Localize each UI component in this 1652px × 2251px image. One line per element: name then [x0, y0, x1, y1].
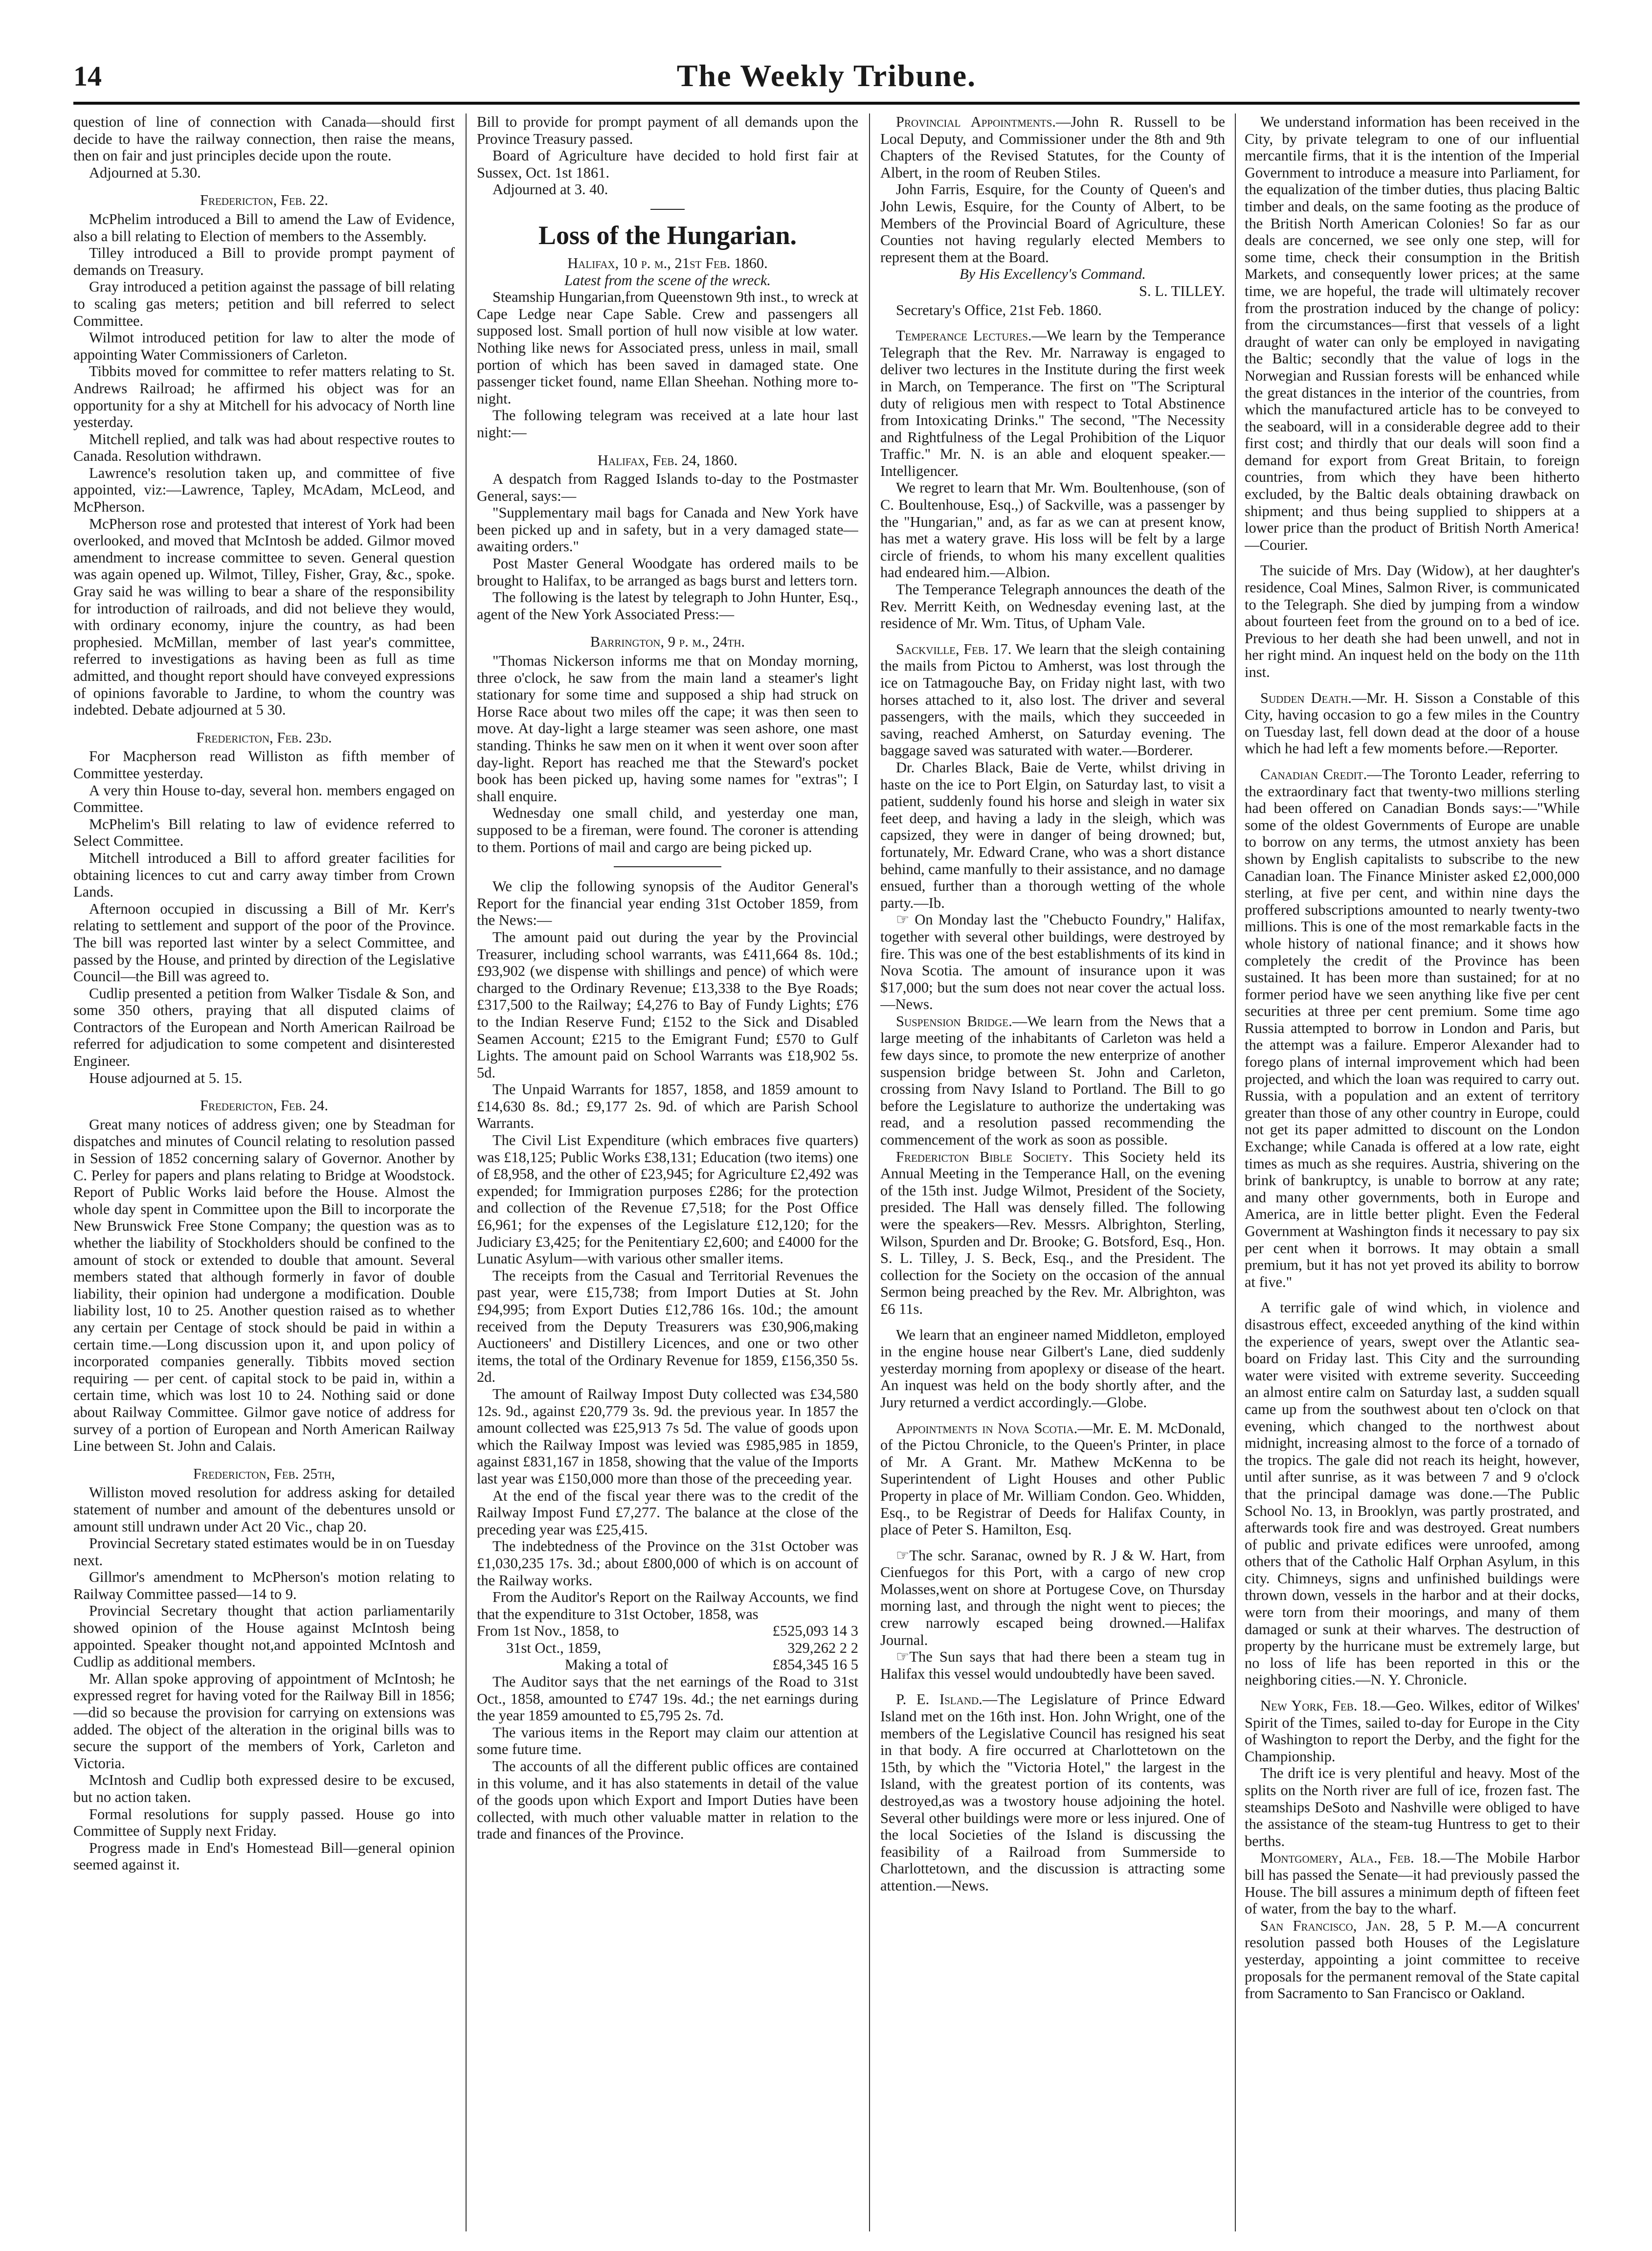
paragraph: "Thomas Nickerson informs me that on Monday morning, three o'clock, he saw from the main land a steamer's light stationary for some time and supposed a ship had struck on Horse Race about two miles off the cape; it was then seen to move. At day-light a large steamer was seen ashore, one mast standing. Thinks he saw men on it when it went over soon after day-light. Report has reached me that the Steward's pocket book has been picked up, having some names for "extras"; I shall enquire. [477, 653, 858, 805]
paragraph: Wednesday one small child, and yesterday one man, supposed to be a fireman, were found. The coroner is attending to them. Portions of mail and cargo are being picked up. [477, 805, 858, 855]
paragraph: McPhelim introduced a Bill to amend the Law of Evidence, also a bill relating to Election of members to the Assembly. [73, 210, 455, 245]
column-3 [880, 113, 1225, 2217]
item-heading: New York, Feb. 18. [1260, 1697, 1381, 1714]
item-heading: Fredericton Bible Society. [896, 1148, 1072, 1165]
paragraph [1245, 1697, 1580, 1765]
item-text: —The Toronto Leader, referring to the extraordinary fact that twenty-two millions sterling had been offered on Canadian Bonds says:—"While some of the oldest Governments of Europe are unable to borrow on any terms, the utmost anxiety has been shown by English capitalists to subscribe to the new Canadian loan. The Finance Minister asked £2,000,000 sterling, at five per cent, and within nine days the proffered subscriptions amounted to nearly twenty-two millions. This is one of the most remarkable facts in the whole history of national finance; and it shows how completely the credit of the Province has been sustained. It has been more than sustained; for at no former period have we seen anything like five per cent securities at three per cent premium. Some time ago Russia attempted to borrow in London and Paris, but the attempt was a failure. Emperor Alexander had to forego plans of internal improvement which had been projected, and which the loan was required to carry out. Russia, with a population and an extent of territory greater than those of any other country in Europe, could not get its paper admitted to discount on the London Exchange; while Canada is offered at a low rate, eight times as much as she requires. Austria, shivering on the brink of bankruptcy, is unable to borrow at any rate; and many other governments, both in Europe and America, are in little better plight. Even the Federal Government at Washington finds it necessary to pay six per cent when it borrows. It may obtain a small premium, but it has not yet proved its ability to borrow at five." [1245, 765, 1580, 1290]
item-heading: Sackville, Feb. 17. [896, 640, 1012, 657]
item-heading: Suspension Bridge. [896, 1013, 1012, 1030]
paragraph: The Auditor says that the net earnings of the Road to 31st Oct., 1858, amounted to £747 19s. 4d.; the net earnings during the year 1859 amounted to £5,795 2s. 7d. [477, 1673, 858, 1724]
paragraph: Cudlip presented a petition from Walker Tisdale & Son, and some 350 others, praying that all disputed claims of Contractors of the European and North American Railroad be referred for adjudication to some competent and disinterested Engineer. [73, 985, 455, 1070]
item-heading: Temperance Lectures. [896, 327, 1032, 344]
masthead-title: The Weekly Tribune. [676, 58, 977, 93]
paragraph: Progress made in End's Homestead Bill—general opinion seemed against it. [73, 1839, 455, 1873]
paragraph: Board of Agriculture have decided to hold first fair at Sussex, Oct. 1st 1861. [477, 147, 858, 181]
paragraph: question of line of connection with Canada—should first decide to have the railway connection, then raise the means, then on fair and just principles decide upon the route. [73, 113, 455, 164]
paragraph: A despatch from Ragged Islands to-day to the Postmaster General, says:— [477, 471, 858, 504]
item-heading: Sudden Death. [1260, 689, 1352, 706]
item-text: —We learn by the Temperance Telegraph that the Rev. Mr. Narraway is engaged to deliver two lectures in the Institute during the first week in March, on Temperance. The first on "The Scriptural duty of religious men with respect to Total Abstinence from Intoxicating Drinks." The second, "The Necessity and Rightfulness of the Legal Prohibition of the Liquor Traffic." Mr. N. is an able and eloquent speaker.—Intelligencer. [880, 327, 1225, 479]
dateline: Fredericton, Feb. 22. [200, 192, 328, 209]
subheadline: Latest from the scene of the wreck. [564, 271, 771, 289]
paragraph: Tibbits moved for committee to refer matters relating to St. Andrews Railroad; he affirmed his object was for an opportunity for a shy at Mitchell for his advocacy of North line yesterday. [73, 363, 455, 431]
dateline: Barrington, 9 p. m., 24th. [590, 633, 745, 651]
paragraph: The accounts of all the different public offices are contained in this volume, and it has also statements in detail of the value of the goods upon which Export and Import Duties have been collected, with much other valuable matter in relation to the trade and finances of the Province. [477, 1758, 858, 1843]
paragraph: For Macpherson read Williston as fifth member of Committee yesterday. [73, 748, 455, 782]
column-divider [466, 113, 467, 2231]
paragraph: McPhelim's Bill relating to law of evidence referred to Select Committee. [73, 815, 455, 850]
paragraph: The amount paid out during the year by the Provincial Treasurer, including school warrants, was £411,664 8s. 10d.; £93,902 (we dispense with shillings and pence) of which were charged to the Ordinary Revenue; £13,338 to the Bye Roads; £317,500 to the Railway; £4,276 to Bay of Fundy Lights; £76 to the Indian Reserve Fund; £152 to the Sick and Disabled Seamen Account; £215 to the Emigrant Fund; £570 to Gulf Lights. The amount paid on School Warrants was £18,902 5s. 5d. [477, 928, 858, 1081]
command-line: By His Excellency's Command. [960, 266, 1146, 283]
accounts-amount: 329,262 2 2 [787, 1639, 858, 1656]
item-text: —John R. Russell to be Local Deputy, and Commissioner under the 8th and 9th Chapters of the Revised Statutes, for the County of Albert, in the room of Reuben Stiles. [880, 113, 1225, 181]
separator [614, 866, 721, 867]
column-divider [869, 113, 870, 2231]
paragraph: House adjourned at 5. 15. [89, 1069, 243, 1086]
column-4 [1245, 113, 1580, 2217]
paragraph [880, 1013, 1225, 1148]
paragraph: A very thin House to-day, several hon. members engaged on Committee. [73, 782, 455, 816]
paragraph: John Farris, Esquire, for the County of Queen's and John Lewis, Esquire, for the County of Albert, to be Members of the Provincial Board of Agriculture, these Counties not having regularly elected Members to represent them at the Board. [880, 181, 1225, 266]
paragraph: Gillmor's amendment to McPherson's motion relating to Railway Committee passed—14 to 9. [73, 1569, 455, 1602]
dateline: Fredericton, Feb. 23d. [196, 729, 332, 746]
paragraph: Secretary's Office, 21st Feb. 1860. [896, 301, 1102, 318]
paragraph: The drift ice is very plentiful and heavy. Most of the splits on the North river are full of ice, frozen fast. The steamships DeSoto and Nashville were obliged to have the assistance of the steam-tug Huntress to get to their berths. [1245, 1765, 1580, 1849]
paragraph: A terrific gale of wind which, in violence and disastrous effect, exceeded anything of the kind within the experience of years, swept over the Atlantic sea-board on Friday last. This City and the surrounding water were visited with extreme severity. Succeeding an almost entire calm on Saturday last, a sudden squall came up from the southwest about ten o'clock on that evening, which changed to the northwest about midnight, increasing almost to the force of a tornado of the tropics. The gale did not reach its height, however, until after sunrise, as it was between 7 and 9 o'clock that the principal damage was done.—The Public School No. 13, in Brooklyn, was partly prostrated, and afterwards took fire and was destroyed. Great numbers of public and private edifices were unroofed, among others that of the Catholic Half Orphan Asylum, in this city. Chimneys, signs and unfinished buildings were thrown down, vessels in the harbor and at their docks, were torn from their moorings, and many of them damaged or sunk at their wharves. The destruction of property by the hurricane must be extremely large, but no loss of life has been reported in this or the neighboring cities.—N. Y. Chronicle. [1245, 1299, 1580, 1688]
paragraph: The indebtedness of the Province on the 31st October was £1,030,235 17s. 3d.; about £800,000 of which is on account of the Railway works. [477, 1538, 858, 1589]
paragraph: Formal resolutions for supply passed. House go into Committee of Supply next Friday. [73, 1805, 455, 1840]
paragraph [880, 641, 1225, 759]
paragraph: The following telegram was received at a late hour last night:— [477, 407, 858, 441]
paragraph [880, 1648, 1225, 1682]
paragraph: Williston moved resolution for address asking for detailed statement of number and amount of the debentures unsold or amount still undrawn under Act 20 Vic., chap 20. [73, 1484, 455, 1535]
paragraph: Great many notices of address given; one by Steadman for dispatches and minutes of Council relating to resolution passed in Session of 1852 concerning salary of Governor. Another by C. Perley for papers and plans relating to Bridge at Woodstock. Report of Public Works laid before the House. Almost the whole day spent in Committee upon the Bill to incorporate the New Brunswick Free Stone Company; the question was as to whether the liability of Stockholders should be confined to the amount of stock or extended to double that amount. Several members stated that although formerly in favor of double liability, their opinion had undergone a modification. Double liability lost, 10 to 25. Another question raised as to whether any certain per Centage of stock should be paid in within a certain time.—Long discussion upon it, and upon policy of incorporated companies generally. Tibbits moved section requiring — per cent. of capital stock to be paid in, within a certain time, which was lost 10 to 24. Nothing said or done about Railway Committee. Gilmor gave notice of address for survey of a portion of European and North American Railway Line between St. John and Calais. [73, 1116, 455, 1455]
paragraph: We regret to learn that Mr. Wm. Boultenhouse, (son of C. Boultenhouse, Esq.,) of Sackville, was a passenger by the "Hungarian," and, as far as we can at present know, has met a watery grave. His loss will be felt by a large circle of friends, to whom his many excellent qualities had endeared him.—Albion. [880, 479, 1225, 581]
item-heading: San Francisco, Jan. 28, 5 P. M. [1260, 1917, 1482, 1934]
paragraph [1245, 766, 1580, 1290]
item-text: —Geo. Wilkes, editor of Wilkes' Spirit of the Times, sailed to-day for Europe in the City of Washington to report the Derby, and the fight for the Championship. [1245, 1697, 1580, 1765]
paragraph: The Temperance Telegraph announces the death of the Rev. Merritt Keith, on Wednesday evening last, at the residence of Mr. Wm. Titus, of Upham Vale. [880, 581, 1225, 632]
paragraph: Provincial Secretary thought that action parliamentarily showed opinion of the House against McIntosh being appointed. Speaker thought not,and appointed McIntosh and Cudlip as additional members. [73, 1602, 455, 1670]
column-2 [477, 113, 858, 2217]
paragraph: Mr. Allan spoke approving of appointment of McIntosh; he expressed regret for having voted for the Railway Bill in 1856;—did so because the provision for carrying on extensions was added. The object of the alteration in the original bills was to secure the support of the members of York, Carleton and Victoria. [73, 1670, 455, 1772]
paragraph: Wilmot introduced petition for law to alter the mode of appointing Water Commissioners of Carleton. [73, 329, 455, 363]
accounts-amount: £854,345 16 5 [772, 1656, 858, 1673]
page-header [73, 58, 1580, 97]
item-text: This Society held its Annual Meeting in the Temperance Hall, on the evening of the 15th inst. Judge Wilmot, President of the Society, presided. The Hall was densely filled. The following were the speakers—Rev. Messrs. Albrighton, Sterling, Wilson, Spurden and Dr. Brooke; G. Botsford, Esq., Hon. S. L. Tilley, J. S. Beck, Esq., and the President. The collection for the Society on the occasion of the annual Sermon being preached by the Rev. Mr. Albrighton, was £6 11s. [880, 1148, 1225, 1317]
paragraph: The receipts from the Casual and Territorial Revenues the past year, were £15,738; from Import Duties at St. John £94,995; from Export Duties £12,786 16s. 10d.; the amount received from the Deputy Treasurers was £30,906,making Auctioneers' and Distillery Licences, and one or two other items, the total of the Ordinary Revenue for 1859, £156,350 5s. 2d. [477, 1267, 858, 1386]
accounts-row [477, 1622, 858, 1640]
paragraph: The Civil List Expenditure (which embraces five quarters) was £18,125; Public Works £38,131; Education (two items) one of £8,958, and the other of £23,945; for Agriculture £2,492 was expended; for Immigration purposes £286; for the protection and collection of the Revenue £7,518; for the Post Office £6,961; for the expenses of the Legislature £12,120; for the Judiciary £3,425; for the Penitentiary £2,600; and £4000 for the Lunatic Asylum—with various other smaller items. [477, 1132, 858, 1267]
paragraph: McPherson rose and protested that interest of York had been overlooked, and moved that McIntosh be added. Gilmor moved amendment to increase committee to seven. General question was again opened up. Wilmot, Tilley, Fisher, Gray, &c., spoke. Gray said he was willing to bear a share of the responsibility for introduction of railroads, and did not believe they would, with ordinary economy, injure the country, as had been prophesied. McMillan, member of last year's committee, referred to investigations as having been as full as time admitted, and thought report should have conveyed expressions of opinions favorable to Jardine, to whom the country was indebted. Debate adjourned at 5 30. [73, 515, 455, 719]
pointing-hand-icon: ☞ [896, 911, 910, 928]
column-1 [73, 113, 455, 2217]
paragraph [1245, 690, 1580, 757]
accounts-row [477, 1656, 858, 1673]
page-number: 14 [73, 60, 102, 92]
dateline: Fredericton, Feb. 24. [200, 1097, 328, 1114]
item-heading: Provincial Appointments. [896, 113, 1056, 130]
paragraph [880, 1691, 1225, 1894]
paragraph: From the Auditor's Report on the Railway Accounts, we find that the expenditure to 31st October, 1858, was [477, 1589, 858, 1622]
item-heading: Canadian Credit. [1260, 765, 1367, 783]
paragraph: Afternoon occupied in discussing a Bill of Mr. Kerr's relating to settlement and support of the poor of the Province. The bill was reported last winter by a select Committee, and passed by the House, and printed by direction of the Legislative Council—the Bill was agreed to. [73, 900, 455, 985]
paragraph [880, 113, 1225, 181]
header-rule [73, 102, 1580, 105]
paragraph: Mitchell introduced a Bill to afford greater facilities for obtaining licences to cut and carry away timber from Crown Lands. [73, 849, 455, 900]
paragraph [880, 1148, 1225, 1318]
dateline: Fredericton, Feb. 25th, [193, 1465, 335, 1482]
dateline: Halifax, 10 p. m., 21st Feb. 1860. [567, 254, 768, 271]
paragraph: Provincial Secretary stated estimates would be in on Tuesday next. [73, 1535, 455, 1569]
paragraph [880, 911, 1225, 1013]
article-headline: Loss of the Hungarian. [538, 220, 797, 250]
item-heading: Montgomery, Ala., Feb. 18. [1260, 1849, 1441, 1867]
paragraph: Adjourned at 3. 40. [492, 181, 608, 198]
paragraph [1245, 1849, 1580, 1917]
paragraph: Gray introduced a petition against the passage of bill relating to scaling gas meters; petition and bill referred to select Committee. [73, 278, 455, 329]
item-text: On Monday last the "Chebucto Foundry," Halifax, together with several other buildings, were destroyed by fire. This was one of the best establishments of its kind in Nova Scotia. The amount of insurance upon it was $17,000; but the sum does not near cover the actual loss.—News. [880, 911, 1225, 1013]
paragraph [880, 1547, 1225, 1649]
accounts-label: 31st Oct., 1859, [506, 1639, 602, 1656]
item-text: —We learn from the News that a large meeting of the inhabitants of Carleton was held a few days since, to promote the new enterprize of another suspension bridge between St. John and Carleton, crossing from Navy Island to Portland. The Bill to go before the Legislature to authorize the undertaking was read, and a resolution passed recommending the commencement of the work as soon as possible. [880, 1013, 1225, 1148]
paragraph: Mitchell replied, and talk was had about respective routes to Canada. Resolution withdrawn. [73, 430, 455, 465]
item-text: —Mr. E. M. McDonald, of the Pictou Chronicle, to the Queen's Printer, in place of Mr. A Grant. Mr. Mathew McKenna to be Superintendent of Light Houses and other Public Property in place of Mr. William Condon. Geo. Whidden, Esq., to be Registrar of Deeds for Halifax County, in place of Peter S. Hamilton, Esq. [880, 1419, 1225, 1538]
paragraph [1245, 1917, 1580, 2002]
paragraph [880, 327, 1225, 479]
dateline: Halifax, Feb. 24, 1860. [597, 451, 738, 469]
paragraph: "Supplementary mail bags for Canada and New York have been picked up and in safety, but in a very damaged state—awaiting orders." [477, 504, 858, 555]
paragraph: At the end of the fiscal year there was to the credit of the Railway Impost Fund £7,277. The balance at the close of the preceding year was £25,415. [477, 1487, 858, 1538]
pointing-hand-icon: ☞ [896, 1648, 910, 1666]
item-text: —Mr. H. Sisson a Constable of this City, having occasion to go a few miles in the Country on Tuesday last, fell down dead at the door of a house which he had left a few moments before.—Reporter. [1245, 689, 1580, 757]
paragraph: McIntosh and Cudlip both expressed desire to be excused, but no action taken. [73, 1772, 455, 1805]
separator [650, 209, 685, 210]
paragraph: Tilley introduced a Bill to provide prompt payment of demands on Treasury. [73, 245, 455, 278]
accounts-label: From 1st Nov., 1858, to [477, 1622, 619, 1640]
accounts-row [477, 1640, 858, 1657]
paragraph: The amount of Railway Impost Duty collected was £34,580 12s. 9d., against £20,779 3s. 9d. the previous year. In 1857 the amount collected was £25,913 7s 5d. The value of goods upon which the Railway Impost was levied was £985,985 in 1859, against £831,167 in 1858, showing that the value of the Imports last year was £150,000 more than those of the preceeding year. [477, 1385, 858, 1487]
paragraph: We clip the following synopsis of the Auditor General's Report for the financial year ending 31st October 1859, from the News:— [477, 878, 858, 929]
item-text: The Sun says that had there been a steam tug in Halifax this vessel would undoubtedly have been saved. [880, 1648, 1225, 1682]
item-text: —A concurrent resolution passed both Houses of the Legislature yesterday, appointing a joint committee to receive proposals for the permanent removal of the State capital from Sacramento to San Francisco or Oakland. [1245, 1917, 1580, 2002]
pointing-hand-icon: ☞ [896, 1547, 910, 1564]
paragraph: Bill to provide for prompt payment of all demands upon the Province Treasury passed. [477, 113, 858, 147]
item-text: We learn that the sleigh containing the mails from Pictou to Amherst, was lost through the ice on Tatmagouche Bay, on Friday night last, with two horses attached to it, also lost. The driver and several passengers, with the mails, which they succeeded in saving, reached Amherst, on Saturday evening. The baggage saved was saturated with water.—Borderer. [880, 640, 1225, 759]
paragraph: We learn that an engineer named Middleton, employed in the engine house near Gilbert's Lane, died suddenly yesterday morning from apoplexy or disease of the heart. An inquest was held on the body shortly after, and the Jury returned a verdict accordingly.—Globe. [880, 1326, 1225, 1411]
paragraph: We understand information has been received in the City, by private telegram to one of our influential mercantile firms, that it is the intention of the Imperial Government to introduce a measure into Parliament, for the equalization of the timber duties, thus placing Baltic timber and deals, on the same footing as the produce of the British North American Colonies! So far as our deals are concerned, we see only one step, will for some time, check their consumption in the British Markets, and consequently lower prices; at the same time, we are hopeful, the trade will ultimately recover from the prostration induced by the change of policy: from the circumstances—first that vessels of a light draught of water can only be employed in navigating the Baltic; secondly that the value of logs in the Norwegian and Russian forests will be enhanced while the great distances in the interior of the countries, from which the manufactured article has to be conveyed to the seaboard, will in a considerable degree add to their first cost; and thirdly that our deals will soon find a demand for export from Great Britain, to foreign countries, from which they have been hitherto excluded, by the Baltic deals obtaining drawback on shipment; and thus being supplied to shippers at a lower price than the product of British North America!—Courier. [1245, 113, 1580, 553]
item-heading: Appointments in Nova Scotia. [896, 1419, 1078, 1437]
paragraph: Lawrence's resolution taken up, and committee of five appointed, viz:—Lawrence, Tapley, McAdam, McLeod, and McPherson. [73, 464, 455, 516]
item-text: —The Legislature of Prince Edward Island met on the 16th inst. Hon. John Wright, one of the members of the Legislative Council has resigned his seat in that body. A fire occurred at Charlottetown on the 15th, by which the "Victoria Hotel," the largest in the Island, with the greatest portion of its contents, was destroyed,as was a twostory house adjoining the hotel. Several other buildings were more or less injured. One of the local Societies of the Island is discussing the feasibility of a Railroad from Summerside to Charlottetown, and the discussion is attracting some attention.—News. [880, 1691, 1225, 1894]
accounts-amount: £525,093 14 3 [772, 1622, 858, 1640]
column-divider [1235, 113, 1236, 2231]
paragraph: Steamship Hungarian,from Queenstown 9th inst., to wreck at Cape Ledge near Cape Sable. Crew and passengers all supposed lost. Small portion of hull now visible at low water. Nothing like news for Associated press, unless in mail, small portion of which has been saved in damaged state. One passenger ticket found, name Ellan Sheehan. Nothing more to-night. [477, 289, 858, 407]
paragraph: The suicide of Mrs. Day (Widow), at her daughter's residence, Coal Mines, Salmon River, is communicated to the Telegraph. She died by jumping from a window about fourteen feet from the ground on to a bed of ice. Previous to her death she had been unwell, and not in her right mind. An inquest held on the body on the 11th inst. [1245, 562, 1580, 680]
item-text: —The Mobile Harbor bill has passed the Senate—it had previously passed the House. The bill assures a minimum depth of fifteen feet of water, from the bay to the wharf. [1245, 1849, 1580, 1917]
paragraph: The various items in the Report may claim our attention at some future time. [477, 1724, 858, 1758]
paragraph: Post Master General Woodgate has ordered mails to be brought to Halifax, to be arranged as bags burst and letters torn. [477, 555, 858, 589]
item-heading: P. E. Island. [896, 1691, 982, 1708]
paragraph: The Unpaid Warrants for 1857, 1858, and 1859 amount to £14,630 8s. 8d.; £9,177 2s. 9d. of which are Parish School Warrants. [477, 1081, 858, 1132]
signature: S. L. TILLEY. [1139, 282, 1225, 299]
item-text: The schr. Saranac, owned by R. J & W. Hart, from Cienfuegos for this Port, with a cargo of new crop Molasses,went on shore at Portugese Cove, on Thursday morning last, and through the night went to pieces; the crew narrowly escaped being drowned.—Halifax Journal. [880, 1547, 1225, 1648]
paragraph: Dr. Charles Black, Baie de Verte, whilst driving in haste on the ice to Port Elgin, on Saturday last, to visit a patient, suddenly found his horse and sleigh in water six feet deep, and having a lady in the sleigh, which was capsized, they were in danger of being drowned; but, fortunately, Mr. Edward Crane, who was a short distance behind, came manfully to their assistance, and no damage ensued, further than a thorough wetting of the whole party.—Ib. [880, 759, 1225, 911]
paragraph: Adjourned at 5.30. [89, 164, 201, 181]
paragraph [880, 1420, 1225, 1538]
paragraph: The following is the latest by telegraph to John Hunter, Esq., agent of the New York Associated Press:— [477, 589, 858, 623]
accounts-label: Making a total of [565, 1656, 668, 1673]
